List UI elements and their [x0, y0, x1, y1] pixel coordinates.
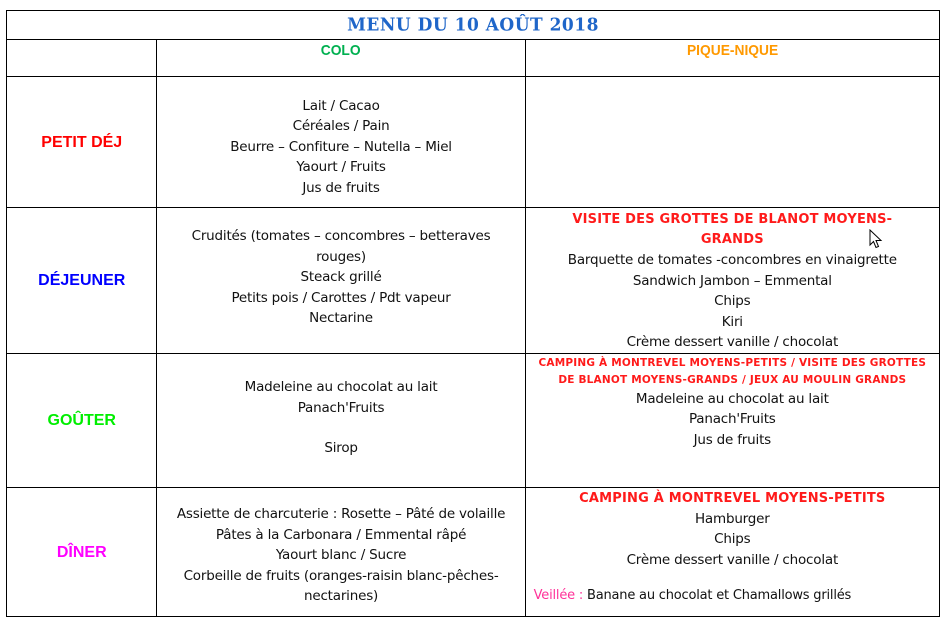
menu-item: Beurre – Confiture – Nutella – Miel [230, 138, 452, 155]
menu-item: Hamburger [694, 510, 770, 527]
menu-item: Crudités (tomates – concombres – betteraves rouges) [191, 228, 491, 265]
menu-item: Jus de fruits [693, 431, 771, 448]
menu-item: Crème dessert vanille / chocolat [626, 551, 839, 568]
pique-nique-header-cell [525, 40, 939, 77]
meal-label-dejeuner: DÉJEUNER [38, 272, 126, 290]
menu-item: Céréales / Pain [292, 118, 390, 135]
menu-item: Yaourt / Fruits [296, 159, 386, 176]
menu-item: Panach'Fruits [297, 399, 385, 416]
colo-cell [157, 77, 525, 208]
menu-item: Nectarine [309, 310, 373, 326]
menu-item: Sirop [324, 440, 358, 457]
veillee-text: Banane au chocolat et Chamallows grillés [587, 588, 852, 603]
colo-cell [157, 208, 525, 354]
pique-nique-cell [525, 487, 939, 616]
colo-header-cell [157, 40, 525, 77]
activity-note: CAMPING À MONTREVEL MOYENS-PETITS [579, 490, 886, 506]
menu-item: Chips [714, 531, 751, 547]
colo-cell [157, 353, 525, 487]
colo-cell [157, 487, 525, 616]
menu-item: Jus de fruits [302, 179, 380, 196]
meal-label-cell [7, 208, 157, 354]
veillee-note [526, 586, 939, 607]
menu-item: Pâtes à la Carbonara / Emmental râpé [215, 526, 467, 543]
title-row [7, 11, 940, 40]
meal-label-cell [7, 353, 157, 487]
menu-item: Steack grillé [300, 269, 382, 285]
mouse-cursor-icon [869, 229, 883, 249]
menu-item: Chips [714, 293, 751, 309]
menu-item: Barquette de tomates -concombres en vinaigrette [567, 252, 897, 268]
meal-row-petit-dej [7, 77, 940, 208]
meal-label-petit-dej: PETIT DÉJ [41, 134, 123, 151]
colo-header: COLO [321, 42, 361, 59]
menu-item: Panach'Fruits [688, 411, 776, 427]
meal-label-cell [7, 77, 157, 208]
title-cell [7, 11, 940, 40]
menu-table [6, 10, 940, 617]
menu-item: Assiette de charcuterie : Rosette – Pâté de volaille [176, 506, 506, 523]
menu-item: Corbeille de fruits (oranges-raisin blanc-pêches-nectarines) [183, 567, 499, 605]
menu-item: Sandwich Jambon – Emmental [632, 272, 832, 289]
veillee-label: Veillée : [533, 588, 584, 603]
meal-row-gouter [7, 353, 940, 487]
menu-item: Petits pois / Carottes / Pdt vapeur [231, 289, 451, 306]
meal-row-dejeuner [7, 208, 940, 354]
meal-label-gouter: GOÛTER [47, 412, 116, 429]
menu-item: Yaourt blanc / Sucre [275, 547, 407, 564]
menu-item: Madeleine au chocolat au lait [244, 379, 438, 396]
empty-header-cell [7, 40, 157, 77]
pique-nique-cell [525, 353, 939, 487]
menu-item: Crème dessert vanille / chocolat [626, 334, 839, 350]
activity-note: CAMPING À MONTREVEL MOYENS-PETITS / VISITE DES GROTTES DE BLANOT MOYENS-GRANDS / JEUX AU MOULIN GRANDS [538, 356, 927, 386]
menu-item: Madeleine au chocolat au lait [635, 390, 829, 407]
pique-nique-header: PIQUE-NIQUE [686, 42, 778, 59]
blank-line [157, 418, 524, 438]
activity-note: VISITE DES GROTTES DE BLANOT MOYENS-GRANDS [572, 212, 893, 247]
meal-row-diner [7, 487, 940, 616]
menu-item: Lait / Cacao [302, 97, 380, 114]
meal-label-diner: DÎNER [56, 543, 107, 561]
pique-nique-cell [525, 77, 939, 208]
menu-item: Kiri [721, 313, 743, 330]
column-header-row [7, 40, 940, 77]
menu-title: MENU DU 10 AOÛT 2018 [347, 14, 599, 36]
meal-label-cell [7, 487, 157, 616]
